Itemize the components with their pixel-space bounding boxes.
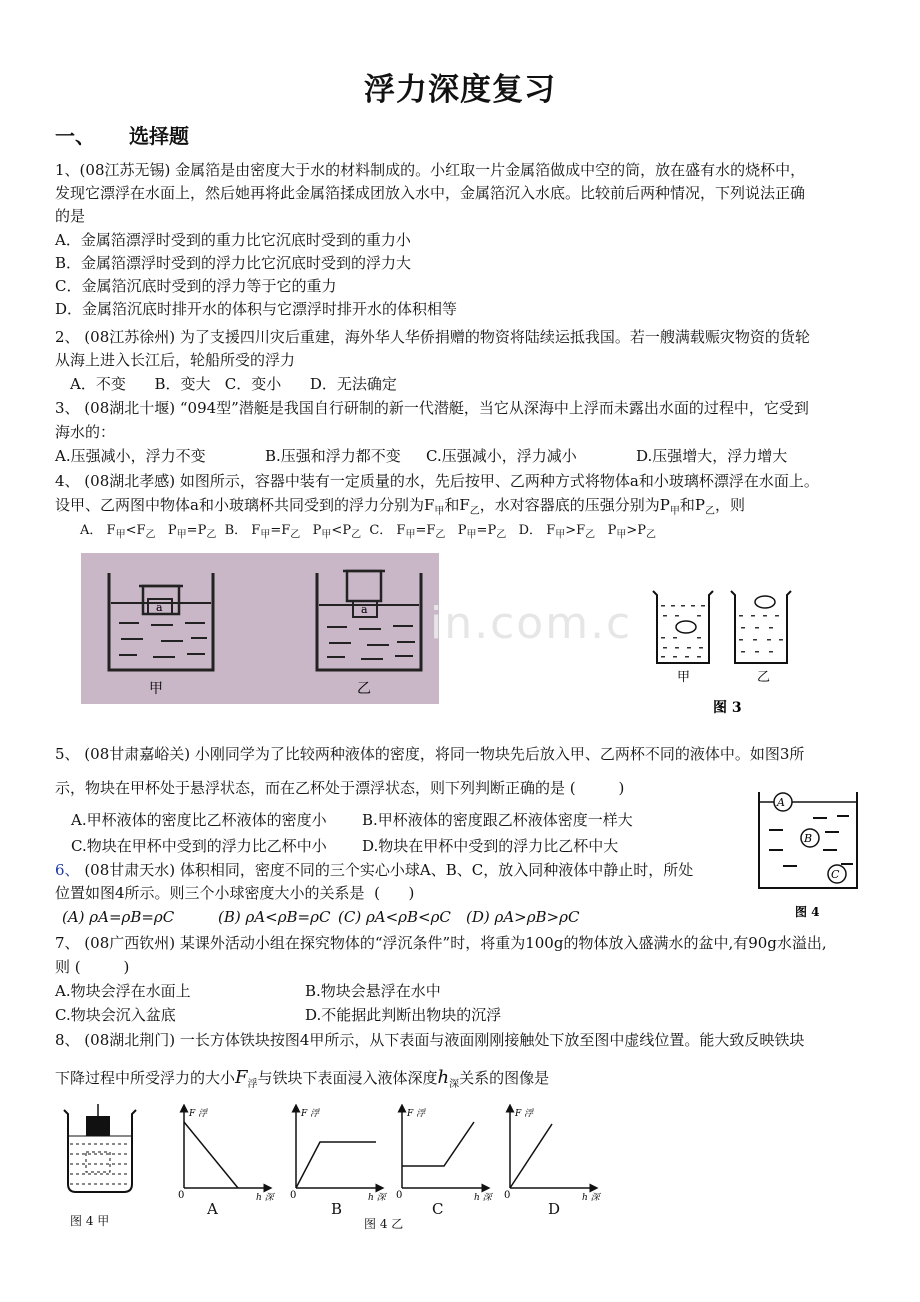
graph-label-d: D bbox=[548, 1200, 561, 1218]
q1-option-c: C．金属箔沉底时受到的浮力等于它的重力 bbox=[55, 277, 337, 295]
q4-photo-figure bbox=[81, 553, 439, 704]
q6-line-2: 位置如图4所示。则三个小球密度大小的关系是 ( ) bbox=[55, 884, 415, 902]
fig3-caption: 图 3 bbox=[713, 700, 742, 716]
q6-option-a: (A) ρA=ρB=ρC bbox=[62, 908, 175, 926]
q7-line-1: 7、 (08广西钦州) 某课外活动小组在探究物体的“浮沉条件”时，将重为100g的物体放入盛满水的盆中,有90g水溢出, bbox=[55, 934, 827, 952]
q7-option-c: C.物块会沉入盆底 bbox=[55, 1006, 176, 1024]
q1-line-3: 的是 bbox=[55, 207, 86, 225]
q1-option-d: D．金属箔沉底时排开水的体积与它漂浮时排开水的体积相等 bbox=[55, 300, 458, 318]
q1-line-1: 1、(08江苏无锡) 金属箔是由密度大于水的材料制成的。小红取一片金属箔做成中空的筒，放在盛有水的烧杯中， bbox=[55, 161, 806, 179]
q4-fig-label-jia: 甲 bbox=[149, 681, 163, 697]
q6-line-1: 6、 (08甘肃天水) 体积相同，密度不同的三个实心小球A、B、C，放入同种液体中静止时，所处 bbox=[55, 861, 694, 879]
section-number: 一、 bbox=[55, 124, 95, 148]
fig4-ball-c: C bbox=[831, 868, 840, 881]
caption-fig4-jia: 图 4 甲 bbox=[70, 1214, 110, 1228]
q3-option-b: B.压强和浮力都不变 bbox=[265, 447, 401, 465]
graph-label-c: C bbox=[432, 1200, 444, 1218]
graph-a-ylabel: F 浮 bbox=[189, 1109, 208, 1119]
q4-options: A． $F_甲<F_乙$ $P_甲=P_乙$ B． $F_甲=F_乙$ $P_甲<P_乙$ C． $F_甲=F_乙$ $P_甲=P_乙$ D． $F_甲>F_乙$ $P_甲>P_乙$ bbox=[80, 523, 656, 541]
q6-option-d: (D) ρA>ρB>ρC bbox=[466, 908, 580, 926]
fig3-label-yi: 乙 bbox=[757, 670, 771, 685]
q4-line-2: 设甲、乙两图中物体a和小玻璃杯共同受到的浮力分别为$F_甲$和$F_乙$，水对容器底的压强分别为$P_甲$和$P_乙$，则 bbox=[55, 496, 745, 517]
q2-line-2: 从海上进入长江后，轮船所受的浮力 bbox=[55, 351, 296, 369]
q3-option-d: D.压强增大，浮力增大 bbox=[636, 447, 788, 465]
q6-option-c: (C) ρA<ρB<ρC bbox=[338, 908, 451, 926]
q5-option-a: A.甲杯液体的密度比乙杯液体的密度小 bbox=[71, 811, 327, 829]
graph-c-ylabel: F 浮 bbox=[407, 1109, 426, 1119]
graph-c-xlabel: h 深 bbox=[474, 1193, 492, 1203]
q3-line-1: 3、 (08湖北十堰) “094型”潜艇是我国自行研制的新一代潜艇，当它从深海中上浮而未露出水面的过程中，它受到 bbox=[55, 399, 809, 417]
q5-option-b: B.甲杯液体的密度跟乙杯液体密度一样大 bbox=[362, 811, 633, 829]
q1-option-b: B．金属箔漂浮时受到的浮力比它沉底时受到的浮力大 bbox=[55, 254, 412, 272]
graph-b-xlabel: h 深 bbox=[368, 1193, 386, 1203]
figure-4-right bbox=[755, 790, 865, 920]
graph-d-origin: 0 bbox=[504, 1190, 511, 1201]
graphs-abcd bbox=[170, 1104, 610, 1204]
graph-b-origin: 0 bbox=[290, 1190, 297, 1201]
q8-line-1: 8、 (08湖北荆门) 一长方体铁块按图4甲所示，从下表面与液面刚刚接触处下放至图中虚线位置。能大致反映铁块 bbox=[55, 1031, 805, 1049]
q4-line-1: 4、 (08湖北孝感) 如图所示，容器中装有一定质量的水，先后按甲、乙两种方式将物体a和小玻璃杯漂浮在水面上。 bbox=[55, 472, 819, 490]
q7-option-a: A.物块会浮在水面上 bbox=[55, 982, 191, 1000]
q4-fig-label-yi: 乙 bbox=[357, 681, 371, 697]
graph-a bbox=[178, 1108, 276, 1203]
fig4-ball-a: A bbox=[777, 796, 785, 809]
q5-option-d: D.物块在甲杯中受到的浮力比乙杯中大 bbox=[362, 837, 619, 855]
figure-4-jia bbox=[60, 1104, 140, 1196]
fig4-caption: 图 4 bbox=[795, 905, 820, 919]
q1-option-a: A．金属箔漂浮时受到的重力比它沉底时受到的重力小 bbox=[55, 231, 411, 249]
page-title: 浮力深度复习 bbox=[364, 72, 556, 108]
q4-fig-a-jia: a bbox=[156, 601, 163, 614]
q2-options: A．不变 B．变大 C．变小 D．无法确定 bbox=[70, 375, 397, 393]
q7-line-2: 则 ( ) bbox=[55, 958, 130, 976]
caption-fig4-yi: 图 4 乙 bbox=[364, 1217, 404, 1231]
q8-line-2: 下降过程中所受浮力的大小$F_浮$与铁块下表面浸入液体深度$h_深$关系的图像是 bbox=[55, 1067, 550, 1090]
fig4-ball-b: B bbox=[804, 832, 813, 845]
q5-line-2: 示，物块在甲杯处于悬浮状态，而在乙杯处于漂浮状态，则下列判断正确的是 ( ) bbox=[55, 779, 625, 797]
graph-label-a: A bbox=[207, 1200, 218, 1218]
section-name: 选择题 bbox=[129, 124, 189, 148]
graph-d-ylabel: F 浮 bbox=[515, 1109, 534, 1119]
q7-option-b: B.物块会悬浮在水中 bbox=[305, 982, 441, 1000]
q3-option-c: C.压强减小，浮力减小 bbox=[426, 447, 577, 465]
graph-d bbox=[504, 1108, 602, 1203]
graph-c-origin: 0 bbox=[396, 1190, 403, 1201]
graph-d-xlabel: h 深 bbox=[582, 1193, 600, 1203]
q3-option-a: A.压强减小，浮力不变 bbox=[55, 447, 206, 465]
graph-a-origin: 0 bbox=[178, 1190, 185, 1201]
q7-option-d: D.不能据此判断出物块的沉浮 bbox=[305, 1006, 502, 1024]
watermark: in.com.c bbox=[430, 598, 633, 649]
graph-a-xlabel: h 深 bbox=[256, 1193, 274, 1203]
q3-line-2: 海水的： bbox=[55, 423, 116, 441]
fig3-label-jia: 甲 bbox=[677, 670, 691, 685]
q4-fig-a-yi: a bbox=[361, 603, 368, 616]
q1-line-2: 发现它漂浮在水面上，然后她再将此金属箔揉成团放入水中，金属箔沉入水底。比较前后两种情况，下列说法正确 bbox=[55, 184, 806, 202]
figure-3 bbox=[645, 585, 795, 720]
graph-c bbox=[396, 1108, 494, 1203]
graph-b bbox=[290, 1108, 388, 1203]
q5-line-1: 5、 (08甘肃嘉峪关) 小刚同学为了比较两种液体的密度，将同一物块先后放入甲、乙两杯不同的液体中。如图3所 bbox=[55, 745, 805, 763]
q2-line-1: 2、 (08江苏徐州) 为了支援四川灾后重建，海外华人华侨捐赠的物资将陆续运抵我国。若一艘满载赈灾物资的货轮 bbox=[55, 328, 810, 346]
q6-option-b: (B) ρA<ρB=ρC bbox=[218, 908, 331, 926]
q5-option-c: C.物块在甲杯中受到的浮力比乙杯中小 bbox=[71, 837, 327, 855]
graph-label-b: B bbox=[331, 1200, 343, 1218]
graph-b-ylabel: F 浮 bbox=[301, 1109, 320, 1119]
section-heading bbox=[55, 120, 189, 149]
